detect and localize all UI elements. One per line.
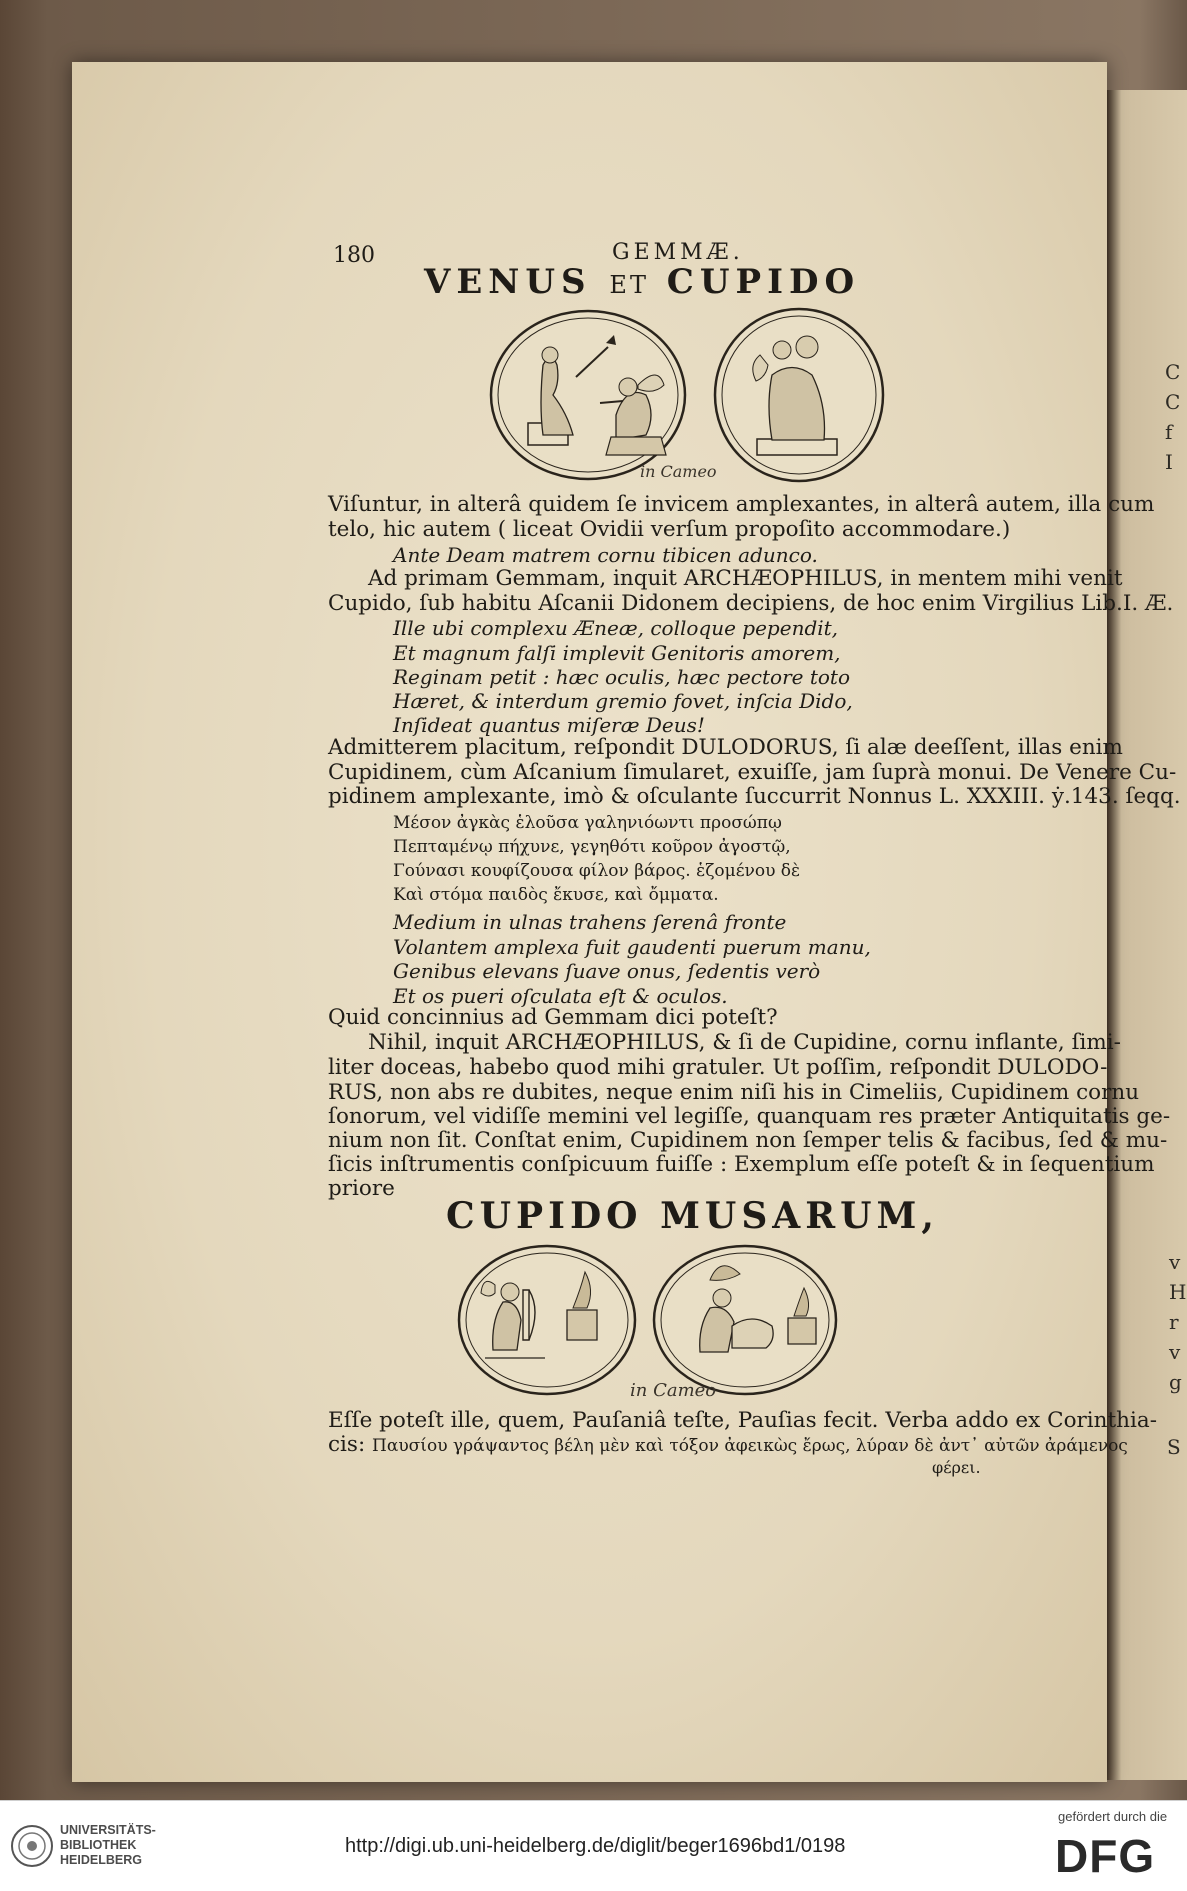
running-head: GEMMÆ. [612, 240, 744, 265]
greek-final-line [328, 1432, 1128, 1457]
body-line: Ad primam Gemmam, inquit ARCHÆOPHILUS, in mentem mihi venit [368, 566, 1123, 591]
gem-cupid-with-animal-illustration [650, 1240, 840, 1400]
next-page-letter: I [1165, 450, 1173, 474]
greek-final-text: Παυσίου γράψαντος βέλη μὲν καὶ τόξον ἀφεικὼς ἔρως, λύραν δὲ ἀντ᾽ αὐτῶν ἀράμενος [372, 1436, 1128, 1456]
verse-line: Medium in ulnas trahens ſerenâ fronte [393, 910, 787, 934]
page-number: 180 [333, 243, 375, 268]
section-title-cupido-musarum: CUPIDO MUSARUM, [446, 1195, 939, 1237]
adjacent-page-edge [1107, 90, 1187, 1780]
greek-final-label: cis: [328, 1432, 366, 1457]
next-page-letter: r [1169, 1310, 1179, 1334]
next-page-letter: C [1165, 390, 1181, 414]
dfg-logo: DFG [1055, 1830, 1156, 1882]
body-line: Cupido, ſub habitu Aſcanii Didonem decipiens, de hoc enim Virgilius Lib.I. Æ. [328, 591, 1174, 616]
section-title-venus-cupido [424, 262, 860, 302]
title-word: CUPIDO [666, 262, 861, 302]
greek-verse-line: Καὶ στόμα παιδὸς ἔκυσε, καὶ ὄμματα. [393, 885, 719, 905]
body-line: priore [328, 1176, 395, 1201]
greek-final-end: φέρει. [932, 1458, 981, 1477]
verse-line: Volantem amplexa fuit gaudenti puerum manu, [393, 935, 871, 959]
body-line: Nihil, inquit ARCHÆOPHILUS, & ſi de Cupidine, cornu inflante, ſimi- [368, 1030, 1121, 1055]
verse-line: Inſideat quantus miſeræ Deus! [393, 713, 705, 737]
gem-cupid-harp-illustration [455, 1240, 640, 1400]
body-line: nium non ſit. Conſtat enim, Cupidinem non ſemper telis & facibus, ſed & mu- [328, 1128, 1168, 1153]
body-line: RUS, non abs re dubites, neque enim niſi his in Cimeliis, Cupidinem cornu [328, 1080, 1140, 1105]
greek-verse-line: Πεπταμένῳ πήχυνε, γεγηθότι κοῦρον ἀγοστῷ, [393, 837, 791, 857]
next-page-letter: g [1169, 1370, 1182, 1394]
body-line: liter doceas, habebo quod mihi gratuler. Ut poſſim, reſpondit DULODO- [328, 1055, 1108, 1080]
greek-verse-line: Γούνασι κουφίζουσα φίλον βάρος. ἑζομένου δὲ [393, 861, 801, 881]
next-page-letter: v [1169, 1250, 1181, 1274]
digitization-url[interactable]: http://digi.ub.uni-heidelberg.de/diglit/beger1696bd1/0198 [345, 1835, 846, 1857]
verse-line: Et os pueri oſculata eſt & oculos. [393, 984, 728, 1008]
verse-line: Ille ubi complexu Æneæ, colloque pependit, [393, 616, 839, 640]
title-word: VENUS [424, 262, 592, 302]
body-line: Admitterem placitum, reſpondit DULODORUS, ſi alæ deeſſent, illas enim [328, 735, 1123, 760]
gem-venus-embracing-cupid-illustration [712, 305, 887, 485]
body-line: telo, hic autem ( liceat Ovidii verſum propoſito accommodare.) [328, 517, 1011, 542]
university-seal-icon [10, 1821, 54, 1871]
verse-line: Ante Deam matrem cornu tibicen adunco. [393, 543, 818, 567]
body-line: Viſuntur, in alterâ quidem ſe invicem amplexantes, in alterâ autem, illa cum [328, 492, 1155, 517]
verse-line: Hæret, & interdum gremio fovet, inſcia Dido, [393, 689, 853, 713]
body-line: Quid concinnius ad Gemmam dici poteſt? [328, 1005, 778, 1030]
body-line: Eſſe poteſt ille, quem, Pauſaniâ teſte, Pauſias fecit. Verba addo ex Corinthia- [328, 1408, 1157, 1433]
body-line: pidinem amplexante, imò & oſculante ſuccurrit Nonnus L. XXXIII. ẏ.143. ſeqq. [328, 784, 1181, 809]
institution-name: UNIVERSITÄTS- BIBLIOTHEK HEIDELBERG [60, 1823, 156, 1867]
next-page-letter: H [1169, 1280, 1187, 1304]
bottom-gems-caption: in Cameo [630, 1380, 717, 1401]
greek-verse-line: Μέσον ἀγκὰς ἑλοῦσα γαληνιόωντι προσώπῳ [393, 813, 782, 833]
next-page-letter: v [1169, 1340, 1181, 1364]
verse-line: Genibus elevans ſuave onus, ſedentis verò [393, 959, 821, 983]
body-line: Cupidinem, cùm Aſcanium ſimularet, exuiſſe, jam ſuprà monui. De Venere Cu- [328, 760, 1177, 785]
next-page-letter: f [1165, 420, 1173, 444]
footer-bar [0, 1800, 1187, 1891]
gem-venus-illustration [488, 305, 698, 485]
next-page-letter: C [1165, 360, 1181, 384]
top-gems-caption: in Cameo [640, 462, 717, 481]
funded-by-label: gefördert durch die [1058, 1809, 1168, 1824]
body-line: ſicis inſtrumentis conſpicuum fuiſſe : Exemplum eſſe poteſt & in ſequentium [328, 1152, 1155, 1177]
title-et: ET [609, 271, 649, 299]
verse-line: Reginam petit : hæc oculis, hæc pectore toto [393, 665, 850, 689]
verse-line: Et magnum falſi implevit Genitoris amorem, [393, 641, 841, 665]
body-line: ſonorum, vel vidiſſe memini vel legiſſe, quanquam res præter Antiquitatis ge- [328, 1104, 1171, 1129]
next-page-letter: S [1167, 1435, 1181, 1459]
